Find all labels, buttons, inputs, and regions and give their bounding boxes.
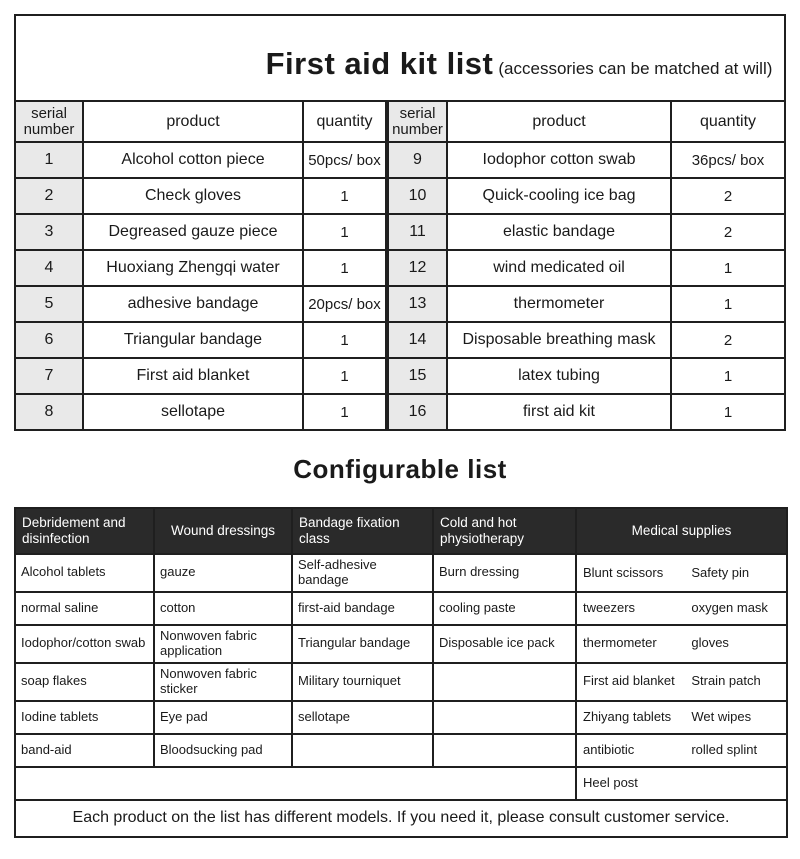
product-cell: latex tubing [447,358,671,394]
product-header: product [447,101,671,142]
quantity-cell: 1 [303,394,386,430]
quantity-cell: 2 [671,178,785,214]
table-row [15,701,787,734]
column-header-wound-dressings: Wound dressings [154,508,292,554]
medical-supplies-cell [576,625,787,663]
quantity-cell: 36pcs/ box [671,142,785,178]
medical-item: rolled splint [691,741,758,757]
quantity-header: quantity [671,101,785,142]
table-row [15,767,787,800]
product-cell: sellotape [83,394,303,430]
debridement-cell: Iodophor/cotton swab [15,625,154,663]
quantity-cell: 1 [303,214,386,250]
bandage-fixation-cell: first-aid bandage [292,592,433,625]
quantity-cell: 1 [671,394,785,430]
serial-number-header: serial number [15,101,83,142]
medical-supplies-cell [576,734,787,767]
table-row [15,358,386,394]
serial-number-header: serial number [388,101,447,142]
serial-cell: 2 [15,178,83,214]
product-header: product [83,101,303,142]
config-header-row [15,508,787,554]
configurable-list-section [14,454,786,838]
bandage-fixation-cell [292,734,433,767]
medical-item: tweezers [583,599,636,615]
product-cell: thermometer [447,286,671,322]
wound-dressing-cell: Bloodsucking pad [154,734,292,767]
serial-cell: 6 [15,322,83,358]
debridement-cell: soap flakes [15,663,154,701]
table-row [388,214,785,250]
page-subtitle: (accessories can be matched at will) [498,59,773,78]
debridement-cell: Alcohol tablets [15,554,154,592]
quantity-header: quantity [303,101,386,142]
table-row [388,322,785,358]
table-row [15,625,787,663]
table-row [15,214,386,250]
wound-dressing-cell: Eye pad [154,701,292,734]
quantity-cell: 1 [671,286,785,322]
quantity-cell: 50pcs/ box [303,142,386,178]
table-row [388,358,785,394]
medical-item: First aid blanket [583,673,675,689]
first-aid-kit-section [14,14,786,431]
kit-table-left [14,100,387,431]
quantity-cell: 20pcs/ box [303,286,386,322]
table-row [388,178,785,214]
table-row [15,592,787,625]
serial-cell: 16 [388,394,447,430]
cold-hot-cell [433,734,576,767]
kit-title-row [14,14,786,100]
serial-cell: 1 [15,142,83,178]
column-header-debridement: Debridement and disinfection [15,508,154,554]
serial-cell: 7 [15,358,83,394]
product-cell: First aid blanket [83,358,303,394]
table-row [15,250,386,286]
serial-cell: 5 [15,286,83,322]
serial-cell: 10 [388,178,447,214]
cold-hot-cell: cooling paste [433,592,576,625]
debridement-cell: band-aid [15,734,154,767]
product-cell: adhesive bandage [83,286,303,322]
table-row [15,394,386,430]
product-cell: Huoxiang Zhengqi water [83,250,303,286]
medical-item: Blunt scissors [583,564,664,580]
medical-item: oxygen mask [691,599,768,615]
configurable-table [14,507,788,838]
kit-header-row [388,101,785,142]
column-header-bandage-fixation: Bandage fixation class [292,508,433,554]
table-row [15,178,386,214]
quantity-cell: 1 [671,250,785,286]
quantity-cell: 1 [303,322,386,358]
debridement-cell: normal saline [15,592,154,625]
column-header-cold-hot: Cold and hot physiotherapy [433,508,576,554]
kit-table-right [387,100,786,431]
table-row [15,286,386,322]
cold-hot-cell: Disposable ice pack [433,625,576,663]
product-cell: Iodophor cotton swab [447,142,671,178]
medical-item: Zhiyang tablets [583,708,672,724]
medical-item: antibiotic [583,741,635,757]
table-row [15,322,386,358]
medical-supplies-cell [576,592,787,625]
configurable-list-title: Configurable list [293,454,507,484]
serial-cell: 8 [15,394,83,430]
medical-supplies-cell [576,767,787,800]
product-cell: Degreased gauze piece [83,214,303,250]
product-cell: elastic bandage [447,214,671,250]
quantity-cell: 2 [671,322,785,358]
page-title: First aid kit list [265,46,494,81]
quantity-cell: 1 [303,178,386,214]
medical-item: gloves [691,635,729,651]
column-header-medical-supplies: Medical supplies [576,508,787,554]
serial-cell: 12 [388,250,447,286]
medical-supplies-cell [576,554,787,592]
quantity-cell: 1 [671,358,785,394]
medical-item: Heel post [583,774,638,790]
medical-item: Safety pin [691,564,750,580]
product-cell: Quick-cooling ice bag [447,178,671,214]
table-row [388,286,785,322]
wound-dressing-cell: cotton [154,592,292,625]
bandage-fixation-cell: sellotape [292,701,433,734]
serial-cell: 15 [388,358,447,394]
product-cell: wind medicated oil [447,250,671,286]
table-row [15,734,787,767]
note-text: Each product on the list has different models. If you need it, please consult customer service. [15,800,787,837]
table-row [388,250,785,286]
bandage-fixation-cell: Triangular bandage [292,625,433,663]
quantity-cell: 1 [303,358,386,394]
quantity-cell: 1 [303,250,386,286]
bandage-fixation-cell: Military tourniquet [292,663,433,701]
wound-dressing-cell: Nonwoven fabric application [154,625,292,663]
kit-tables-row [14,100,786,431]
table-row [388,142,785,178]
serial-cell: 11 [388,214,447,250]
cold-hot-cell: Burn dressing [433,554,576,592]
serial-cell: 3 [15,214,83,250]
medical-item: Strain patch [691,673,761,689]
table-row [388,394,785,430]
serial-cell: 14 [388,322,447,358]
kit-header-row [15,101,386,142]
product-cell: Triangular bandage [83,322,303,358]
medical-supplies-cell [576,663,787,701]
table-row [15,663,787,701]
product-cell: first aid kit [447,394,671,430]
cold-hot-cell [433,701,576,734]
serial-cell: 4 [15,250,83,286]
serial-cell: 13 [388,286,447,322]
medical-item: Wet wipes [691,708,752,724]
table-row [15,142,386,178]
medical-item: thermometer [583,635,657,651]
quantity-cell: 2 [671,214,785,250]
medical-supplies-cell [576,701,787,734]
product-cell: Disposable breathing mask [447,322,671,358]
wound-dressing-cell: gauze [154,554,292,592]
debridement-cell: Iodine tablets [15,701,154,734]
cold-hot-cell [433,663,576,701]
bandage-fixation-cell: Self-adhesive bandage [292,554,433,592]
product-cell: Alcohol cotton piece [83,142,303,178]
merged-empty-cell [15,767,576,800]
wound-dressing-cell: Nonwoven fabric sticker [154,663,292,701]
table-row [15,554,787,592]
product-cell: Check gloves [83,178,303,214]
note-row [15,800,787,837]
serial-cell: 9 [388,142,447,178]
